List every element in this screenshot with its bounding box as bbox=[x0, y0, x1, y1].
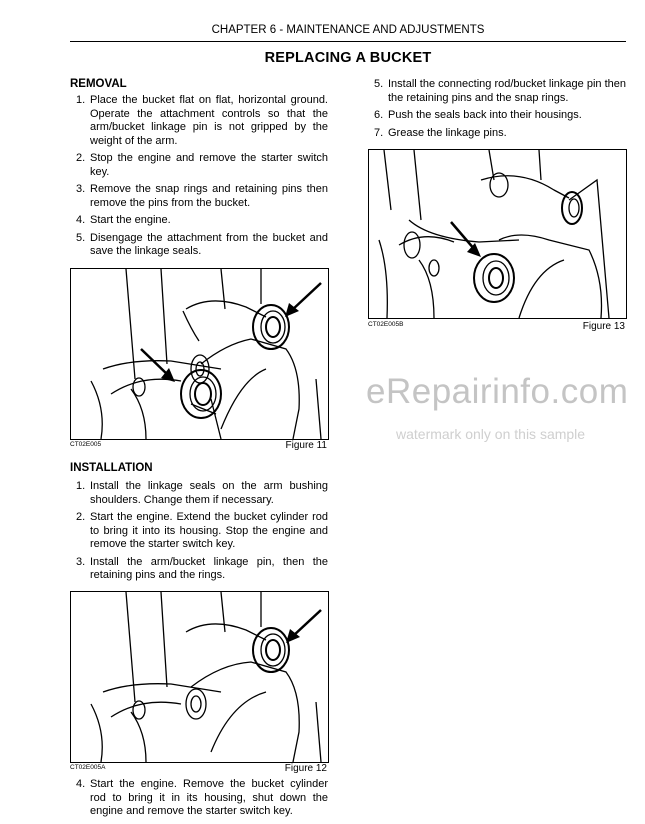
step-text: Start the engine. Remove the bucket cylinder rod to bring it in its housing, shut down the engine and remove the starter switch key. bbox=[90, 778, 328, 817]
step-number: 5. bbox=[76, 231, 86, 244]
removal-step bbox=[70, 232, 328, 259]
removal-step bbox=[70, 183, 328, 210]
installation-step bbox=[70, 556, 328, 583]
removal-step bbox=[70, 152, 328, 179]
installation-step bbox=[368, 127, 626, 141]
step-number: 2. bbox=[76, 152, 86, 164]
step-number: 4. bbox=[76, 778, 86, 790]
step-number: 4. bbox=[76, 214, 86, 226]
figure-12-label: Figure 12 bbox=[284, 763, 327, 774]
step-text: Install the linkage seals on the arm bushing shoulders. Change them if necessary. bbox=[90, 480, 328, 506]
installation-heading: INSTALLATION bbox=[70, 462, 153, 474]
step-text: Install the arm/bucket linkage pin, then the retaining pins and the rings. bbox=[90, 555, 328, 581]
figure-12-illustration bbox=[70, 591, 329, 763]
step-text: Place the bucket flat on flat, horizontal ground. Operate the attachment controls so that the arm/bucket linkage pin is not gripped by the weight of the arm. bbox=[90, 94, 328, 147]
installation-step bbox=[70, 778, 328, 819]
arrow-icon bbox=[71, 269, 328, 439]
figure-13-code: CT02E005B bbox=[368, 321, 404, 328]
figure-13-illustration bbox=[368, 149, 627, 319]
removal-step bbox=[70, 214, 328, 228]
figure-12-code: CT02E005A bbox=[70, 764, 106, 771]
installation-steps-right bbox=[368, 78, 626, 144]
step-text: Install the connecting rod/bucket linkage pin then the retaining pins and the snap rings. bbox=[388, 78, 626, 104]
step-number: 7. bbox=[374, 126, 384, 139]
step-text: Remove the snap rings and retaining pins then remove the pins from the bucket. bbox=[90, 183, 328, 209]
installation-steps-continued bbox=[70, 778, 328, 823]
step-number: 6. bbox=[374, 109, 384, 121]
step-number: 3. bbox=[76, 555, 86, 568]
step-number: 1. bbox=[76, 94, 86, 106]
installation-step bbox=[70, 511, 328, 552]
removal-heading: REMOVAL bbox=[70, 78, 127, 90]
installation-steps bbox=[70, 480, 328, 587]
figure-11-code: CT02E005 bbox=[70, 441, 102, 448]
step-text: Push the seals back into their housings. bbox=[388, 109, 582, 121]
chapter-header: CHAPTER 6 - MAINTENANCE AND ADJUSTMENTS bbox=[211, 24, 485, 36]
step-number: 3. bbox=[76, 183, 86, 195]
installation-step bbox=[368, 109, 626, 123]
installation-step bbox=[70, 480, 328, 507]
figure-11-label: Figure 11 bbox=[285, 440, 327, 451]
removal-steps bbox=[70, 94, 328, 263]
installation-step bbox=[368, 78, 626, 105]
removal-step bbox=[70, 94, 328, 148]
arrow-icon bbox=[71, 592, 328, 762]
header-rule bbox=[70, 41, 626, 42]
watermark-subtext: watermark only on this sample bbox=[396, 426, 586, 442]
step-text: Start the engine. bbox=[90, 214, 171, 226]
watermark-text: eRepairinfo.com bbox=[366, 372, 629, 411]
step-number: 2. bbox=[76, 511, 86, 523]
step-text: Disengage the attachment from the bucket and save the linkage seals. bbox=[90, 231, 328, 257]
step-text: Grease the linkage pins. bbox=[388, 126, 507, 139]
page-title: REPLACING A BUCKET bbox=[264, 50, 432, 66]
arrow-icon bbox=[369, 150, 626, 318]
step-text: Stop the engine and remove the starter switch key. bbox=[90, 152, 328, 178]
step-text: Start the engine. Extend the bucket cylinder rod to bring it into its housing. Stop the engine and remove the starter switch key. bbox=[90, 511, 328, 550]
step-number: 1. bbox=[76, 480, 86, 492]
step-number: 5. bbox=[374, 78, 384, 90]
figure-13-label: Figure 13 bbox=[582, 321, 625, 332]
figure-11-illustration bbox=[70, 268, 329, 440]
